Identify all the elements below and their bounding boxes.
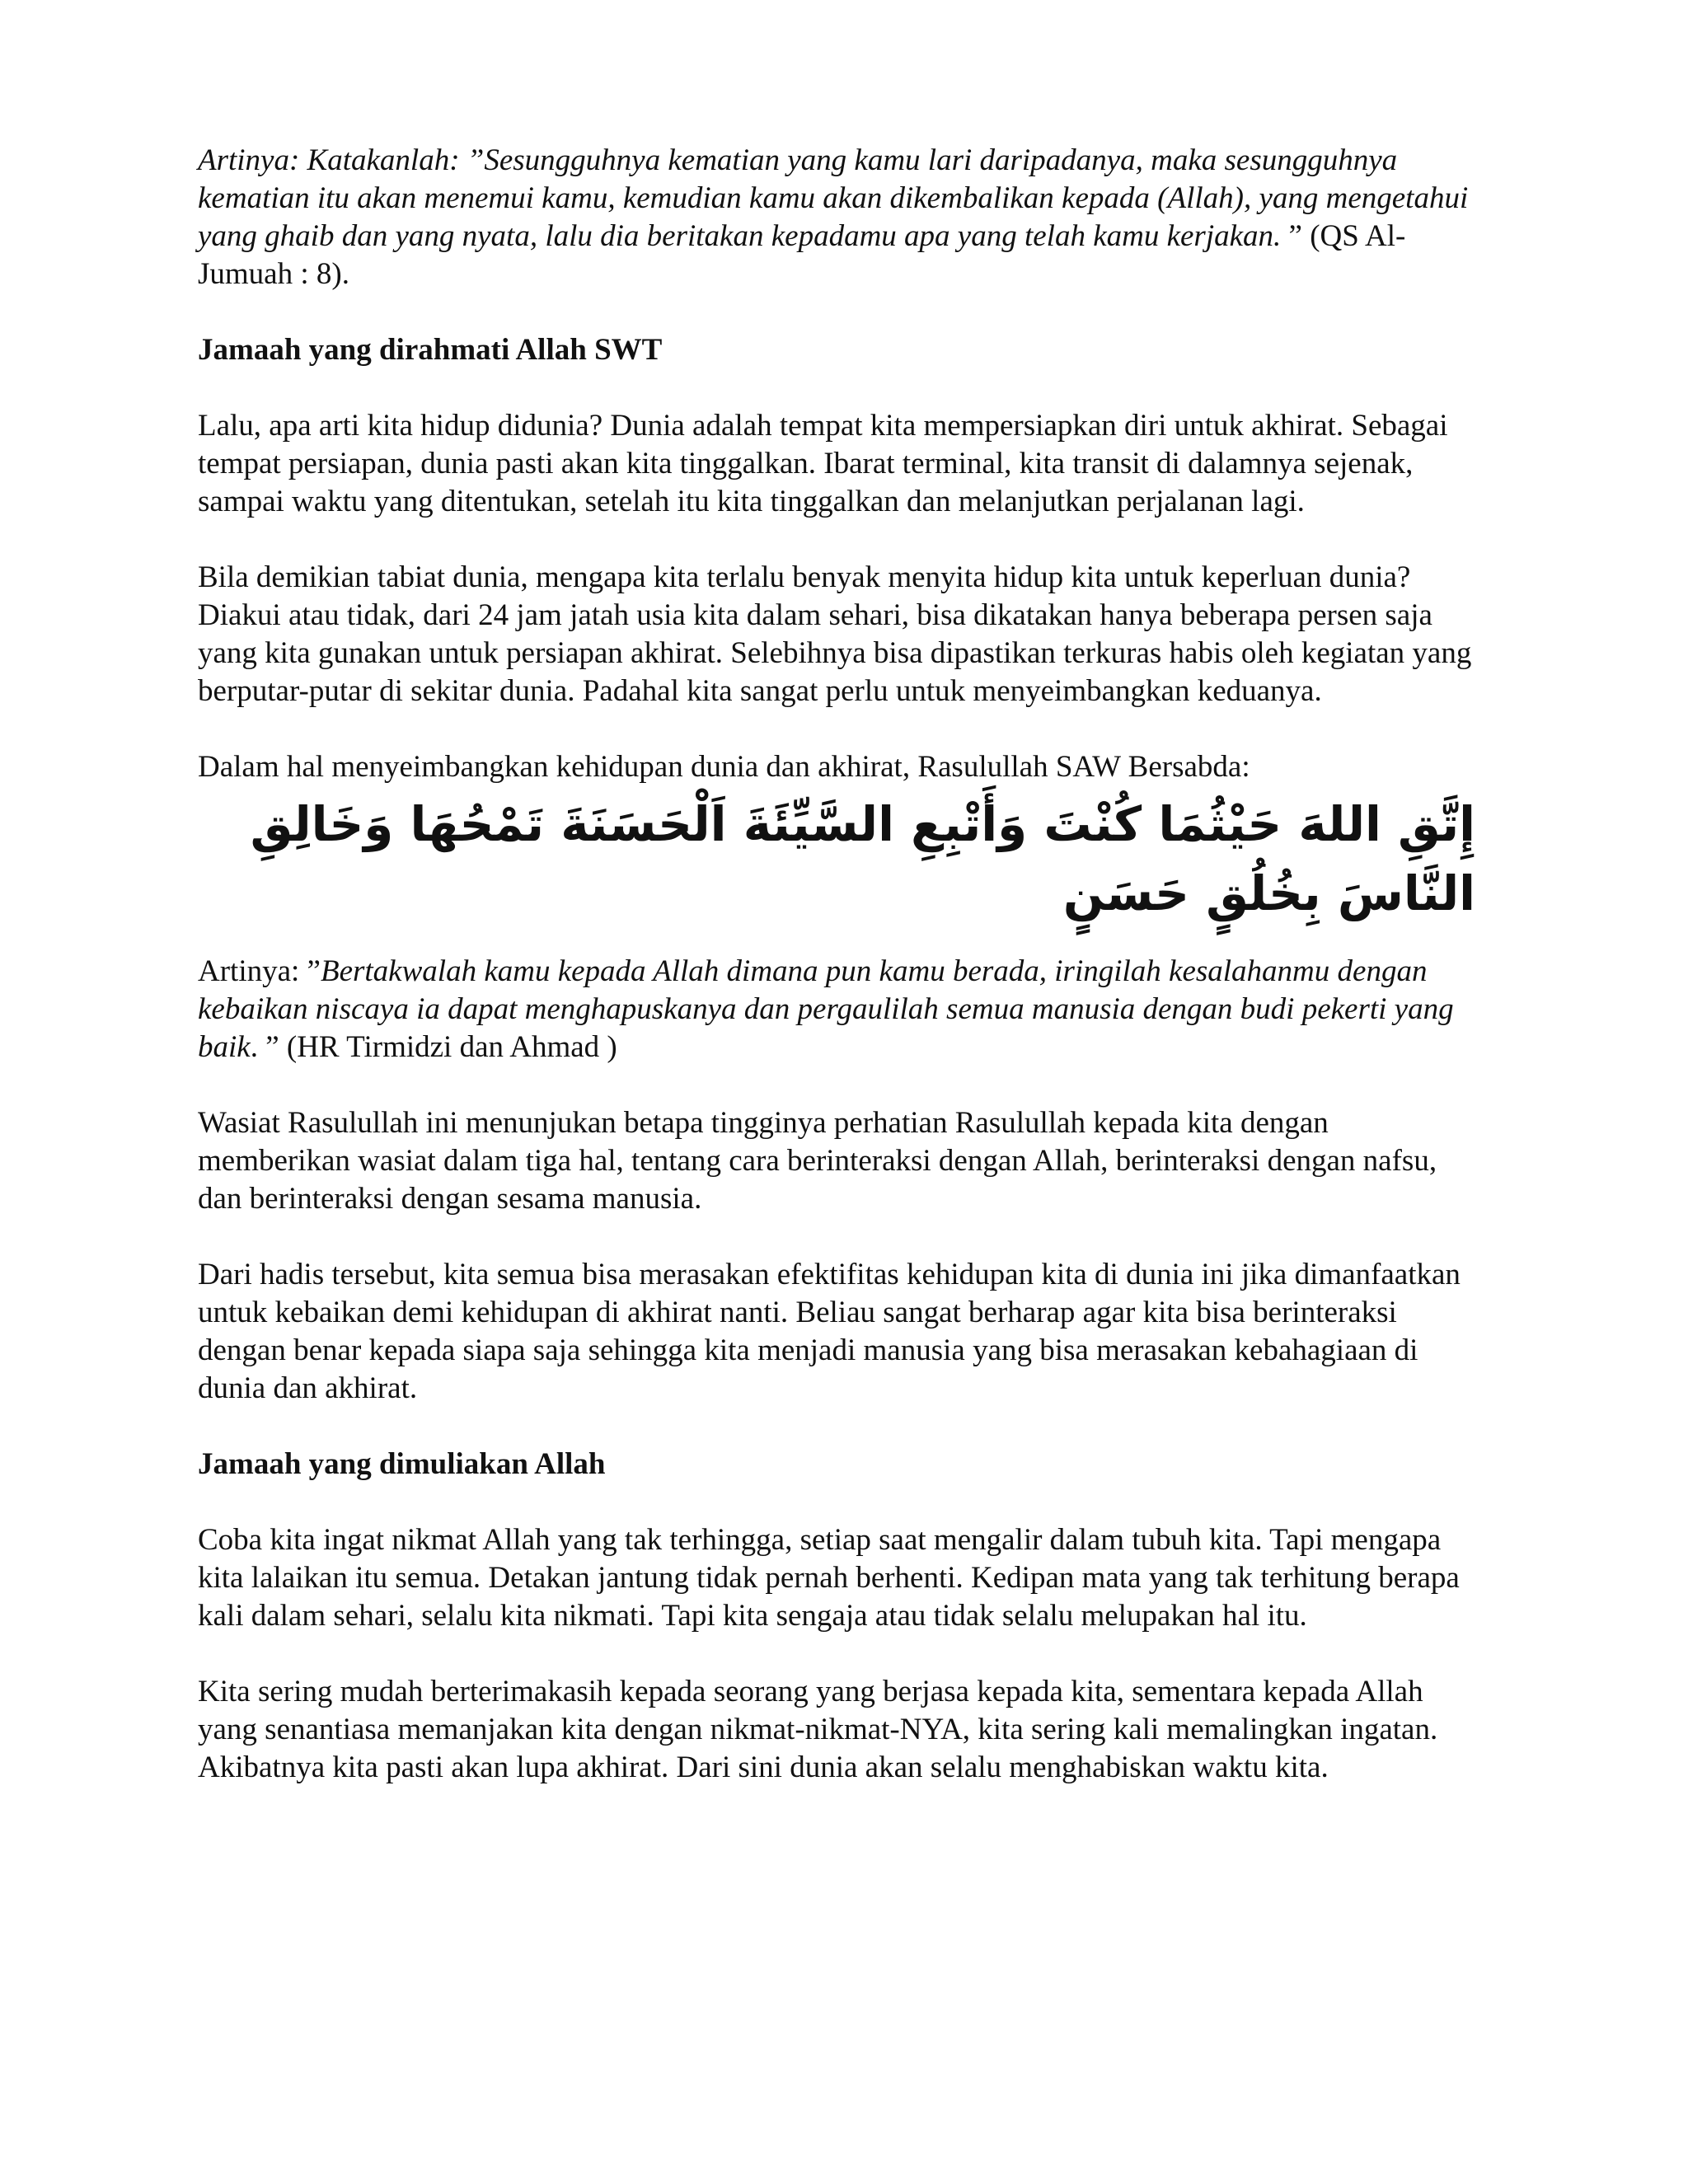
hadith-citation: . ” (HR Tirmidzi dan Ahmad ) — [250, 1030, 617, 1064]
body-paragraph-effectiveness: Dari hadis tersebut, kita semua bisa merasakan efektifitas kehidupan kita di dunia ini jika dimanfaatkan untuk kebaikan demi kehidupan di akhirat nanti. Beliau sangat berharap agar kita bisa berinteraksi dengan benar kepada siapa saja sehingga kita menjadi manusia yang bisa merasakan kebahagiaan di dunia dan akhirat. — [198, 1258, 1461, 1405]
section-heading-dimuliakan: Jamaah yang dimuliakan Allah — [198, 1447, 606, 1481]
body-paragraph-blessings: Coba kita ingat nikmat Allah yang tak terhingga, setiap saat mengalir dalam tubuh kita. Tapi mengapa kita lalaikan itu semua. Detakan jantung tidak pernah berhenti. Kedipan mata yang tak terhitung berapa kali dalam sehari, selalu kita nikmati. Tapi kita sengaja atau tidak selalu melupakan hal itu. — [198, 1523, 1460, 1633]
document-page — [198, 142, 1484, 1825]
hadith-translation-paragraph — [198, 953, 1484, 1066]
body-paragraph-wasiat: Wasiat Rasulullah ini menunjukan betapa tingginya perhatian Rasulullah kepada kita dengan memberikan wasiat dalam tiga hal, tentang cara berinteraksi dengan Allah, berinteraksi dengan nafsu, dan berinteraksi dengan sesama manusia. — [198, 1106, 1437, 1216]
verse-citation: ” (QS Al-Jumuah : 8). — [198, 219, 1406, 291]
section-heading-rahmat: Jamaah yang dirahmati Allah SWT — [198, 333, 663, 367]
translation-prefix: Artinya: ” — [198, 954, 321, 988]
body-paragraph-purpose-of-life: Lalu, apa arti kita hidup didunia? Dunia adalah tempat kita mempersiapkan diri untuk akhirat. Sebagai tempat persiapan, dunia pasti akan kita tinggalkan. Ibarat terminal, kita transit di dalamnya sejenak, sampai waktu yang ditentukan, setelah itu kita tinggalkan dan melanjutkan perjalanan lagi. — [198, 409, 1448, 518]
translation-text: Artinya: Katakanlah: ”Sesungguhnya kematian yang kamu lari daripadanya, maka sesungguhnya kematian itu akan menemui kamu, kemudian kamu akan dikembalikan kepada (Allah), yang mengetahui yang ghaib dan yang nyata, lalu dia beritakan kepadamu apa yang telah kamu kerjakan. — [198, 143, 1469, 253]
hadith-translation-text: Bertakwalah kamu kepada Allah dimana pun kamu berada, iringilah kesalahanmu dengan kebaikan niscaya ia dapat menghapuskanya dan pergaulilah semua manusia dengan budi pekerti yang baik — [198, 954, 1454, 1064]
body-paragraph-gratitude: Kita sering mudah berterimakasih kepada seorang yang berjasa kepada kita, sementara kepada Allah yang senantiasa memanjakan kita dengan nikmat-nikmat-NYA, kita sering kali memalingkan ingatan. Akibatnya kita pasti akan lupa akhirat. Dari sini dunia akan selalu menghabiskan waktu kita. — [198, 1675, 1438, 1784]
quran-translation-paragraph — [198, 142, 1484, 293]
body-paragraph-hadith-intro: Dalam hal menyeimbangkan kehidupan dunia dan akhirat, Rasulullah SAW Bersabda: — [198, 750, 1250, 784]
body-paragraph-nature-of-world: Bila demikian tabiat dunia, mengapa kita terlalu benyak menyita hidup kita untuk keperluan dunia? Diakui atau tidak, dari 24 jam jatah usia kita dalam sehari, bisa dikatakan hanya beberapa persen saja yang kita gunakan untuk persiapan akhirat. Selebihnya bisa dipastikan terkuras habis oleh kegiatan yang berputar-putar di sekitar dunia. Padahal kita sangat perlu untuk menyeimbangkan keduanya. — [198, 560, 1472, 708]
arabic-hadith-text: إِتَّقِ اللهَ حَيْثُمَا كُنْتَ وَأَتْبِعِ السَّيِّئَةَ اَلْحَسَنَةَ تَمْحُهَا وَخَالِقِ النَّاسَ بِخُلُقٍ حَسَنٍ — [250, 796, 1475, 921]
